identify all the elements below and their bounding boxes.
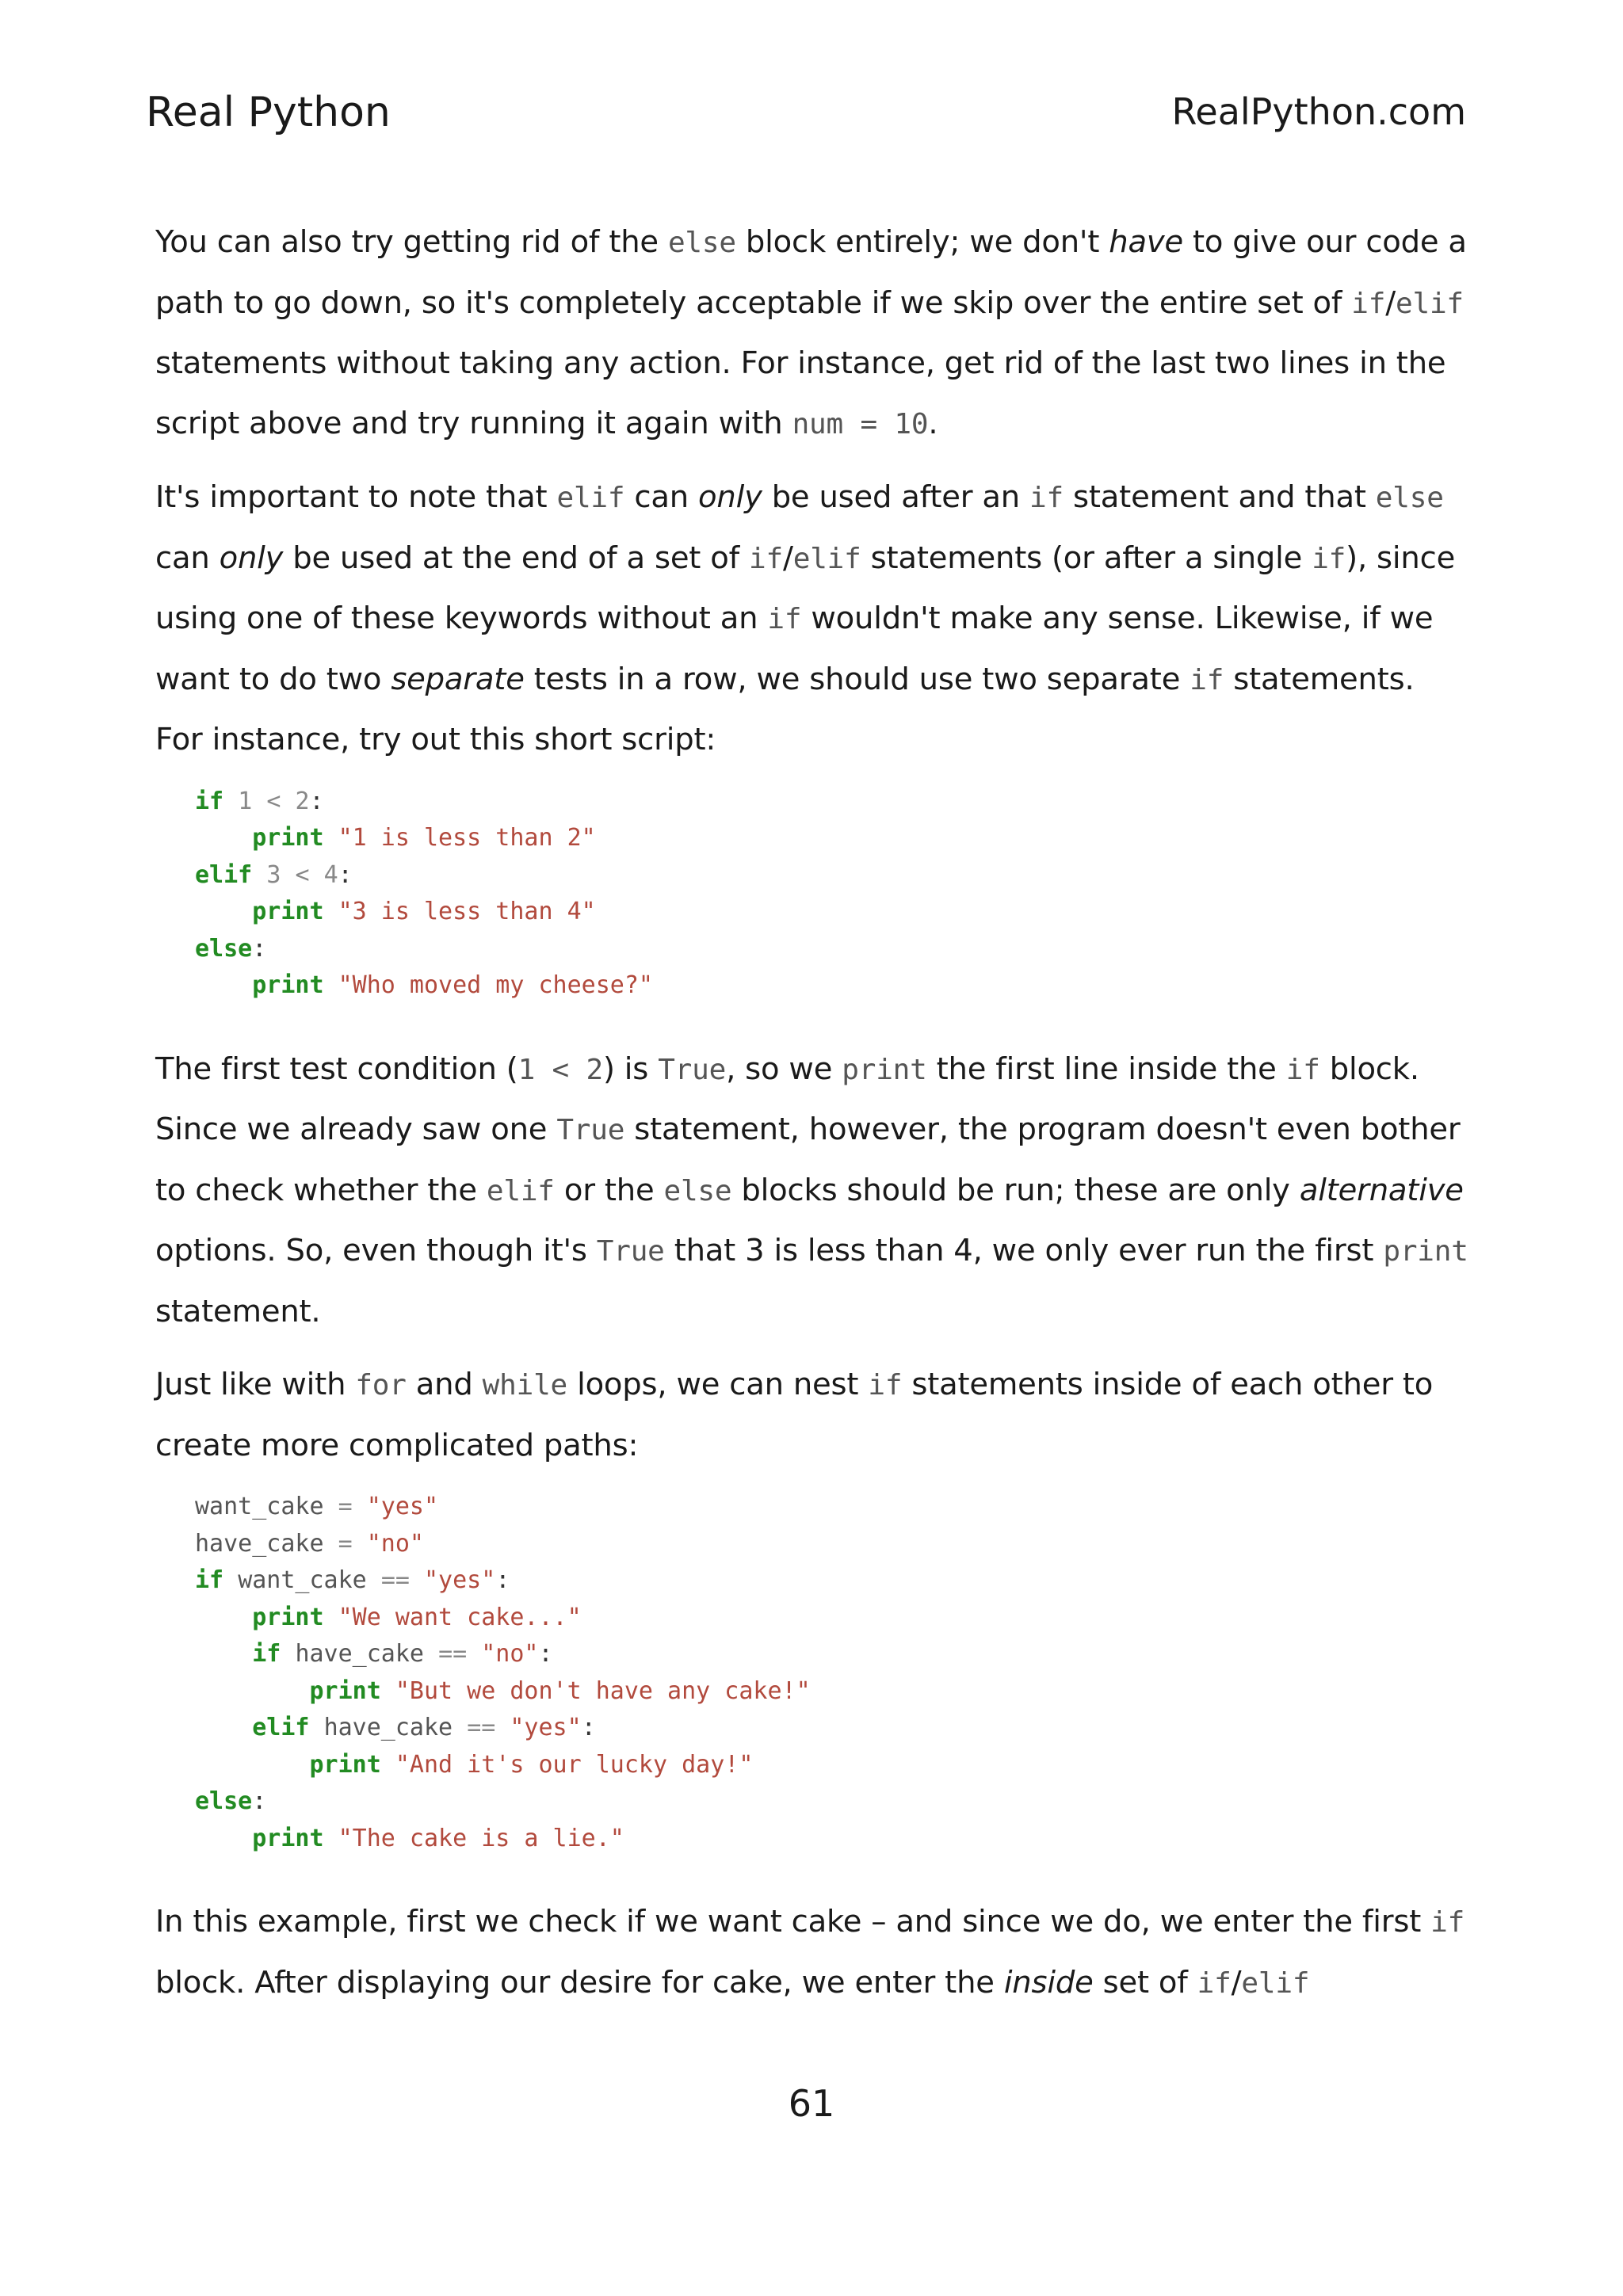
code-line: if 1 < 2:	[195, 787, 324, 815]
inline-code: else	[667, 227, 736, 259]
paragraph-first-test-explanation: The first test condition (1 < 2) is True, so we print the first line inside the if block. Since we already saw one True statement, however, the program doesn't even bother to check whether the elif or the else blocks should be run; these are only alternative options. So, even though it's True that 3 is less than 4, we only ever run the first print statement.	[155, 1051, 1468, 1329]
emphasis: separate	[391, 661, 525, 697]
code-line: print "1 is less than 2"	[252, 824, 596, 852]
paragraph-else-removal: You can also try getting rid of the else block entirely; we don't have to give our code a path to go down, so it's completely acceptable if we skip over the entire set of if/elif statements without taking any action. For instance, get rid of the last two lines in the script above and try running it again with num = 10.	[155, 224, 1467, 441]
inline-code: if	[767, 603, 802, 635]
inline-code: if	[1190, 663, 1224, 696]
emphasis: inside	[1003, 1964, 1094, 2000]
inline-code: else	[1375, 482, 1444, 514]
paragraph-cake-example: In this example, first we check if we want cake – and since we do, we enter the first if block. After displaying our desire for cake, we enter the inside set of if/elif	[155, 1904, 1465, 2000]
code-line: print "3 is less than 4"	[252, 898, 596, 925]
code-line: print "And it's our lucky day!"	[309, 1750, 754, 1779]
inline-code: if	[749, 542, 783, 575]
inline-code: for	[355, 1369, 407, 1402]
inline-code: else	[663, 1174, 732, 1207]
inline-code: if	[868, 1369, 903, 1402]
inline-code: elif	[486, 1174, 555, 1207]
emphasis: alternative	[1299, 1172, 1464, 1208]
code-line: print "But we don't have any cake!"	[309, 1676, 811, 1705]
paragraph-nesting: Just like with for and while loops, we can nest if statements inside of each other to create more complicated paths:	[155, 1367, 1434, 1463]
inline-code: if	[1197, 1966, 1232, 2000]
inline-code: if	[1285, 1053, 1320, 1086]
inline-code: if	[1312, 542, 1346, 575]
code-line: print "We want cake..."	[252, 1603, 582, 1631]
code-line: print "The cake is a lie."	[252, 1824, 624, 1852]
inline-code: print	[1383, 1235, 1468, 1268]
page-number: 61	[788, 2082, 835, 2125]
emphasis: have	[1109, 224, 1183, 260]
inline-code: if	[1430, 1906, 1465, 1939]
inline-code: print	[842, 1053, 927, 1086]
inline-code: elif	[792, 542, 861, 575]
code-line: if want_cake == "yes":	[195, 1566, 510, 1594]
inline-code: if	[1351, 287, 1386, 320]
inline-code: elif	[1241, 1966, 1310, 2000]
inline-code: elif	[556, 482, 625, 514]
code-line: elif have_cake == "yes":	[252, 1714, 596, 1741]
inline-code: True	[596, 1235, 665, 1268]
code-line: want_cake = "yes"	[195, 1493, 439, 1520]
inline-code: while	[482, 1369, 568, 1402]
inline-code: True	[658, 1053, 727, 1086]
code-line: print "Who moved my cheese?"	[252, 971, 653, 999]
header-site: RealPython.com	[1171, 90, 1466, 133]
inline-code: if	[1029, 482, 1064, 514]
page-content	[155, 212, 1471, 2027]
code-block-if-elif-else	[195, 784, 1471, 1005]
code-line: have_cake = "no"	[195, 1529, 424, 1558]
code-line: elif 3 < 4:	[195, 860, 353, 889]
code-line: else:	[195, 934, 267, 963]
inline-code: num = 10	[792, 407, 929, 441]
code-line: else:	[195, 1787, 267, 1815]
emphasis: only	[219, 540, 284, 576]
code-line: if have_cake == "no":	[252, 1640, 553, 1668]
header-title: Real Python	[146, 89, 391, 136]
emphasis: only	[698, 479, 762, 515]
inline-code: True	[556, 1114, 625, 1146]
code-block-nested-cake	[195, 1489, 1471, 1857]
paragraph-elif-else-rules: It's important to note that elif can only be used after an if statement and that else can only be used at the end of a set of if/elif statements (or after a single if), since using one of these keywords without an if wouldn't make any sense. Likewise, if we want to do two separate tests in a row, we should use two separate if statements. For instance, try out this short script:	[155, 479, 1456, 757]
inline-code: elif	[1396, 287, 1464, 320]
inline-code: 1 < 2	[517, 1053, 603, 1086]
